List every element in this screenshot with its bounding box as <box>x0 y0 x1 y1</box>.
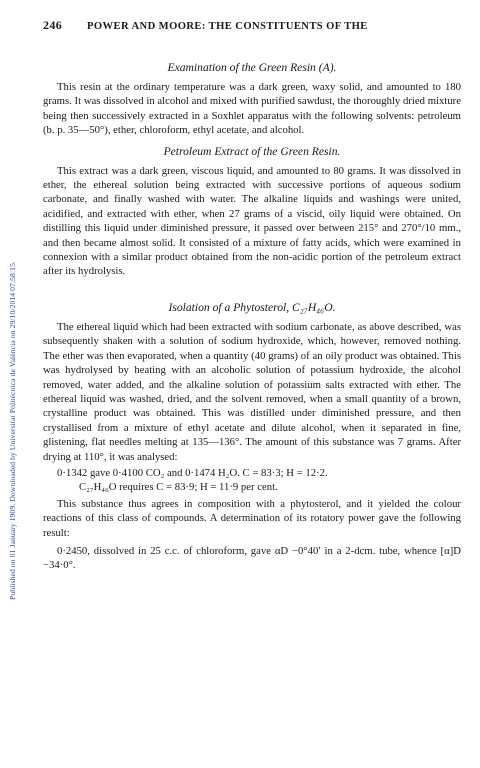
paragraph-petroleum-extract: This extract was a dark green, viscous liquid, and amounted to 80 grams. It was dissolved in ether, the ethereal solution being extracted with successive portions of aqueous sodium carbonate, and finally washed with water. The alkaline liquids and washings were united, acidified, and extracted with ether, when 27 grams of a viscid, oily liquid were obtained. On distilling this liquid under diminished pressure, it passed over between 215° and 270°/10 mm., and then became almost solid. It consisted of a mixture of fatty acids, which were examined in connexion with a similar product obtained from the non-acidic portion of the petroleum extract after its hydrolysis. <box>43 164 461 278</box>
section-heading-phytosterol: Isolation of a Phytosterol, C₂₇H₄₆O. <box>168 300 336 314</box>
section-heading-green-resin: Examination of the Green Resin (A). <box>167 61 337 74</box>
publication-note-text: Published on 01 January 1909. Downloaded by Universitat Politècnica de València on 29/10/2014 07:58:15. <box>8 261 17 600</box>
running-title: POWER AND MOORE: THE CONSTITUENTS OF THE <box>87 21 368 32</box>
publication-sidebar-note <box>0 40 16 600</box>
paragraph-phytosterol-conclusion: This substance thus agrees in composition with a phytosterol, and it yielded the colour reactions of this class of compounds. A determination of its rotatory power gave the following result: <box>43 497 461 539</box>
page-number: 246 <box>43 18 63 32</box>
paragraph-green-resin: This resin at the ordinary temperature was a dark green, waxy solid, and amounted to 180 grams. It was dissolved in alcohol and mixed with purified sawdust, the thoroughly dried mixture being then successively extracted in a Soxhlet apparatus with the following solvents: petroleum (b. p. 35—50°), ether, chloroform, ethyl acetate, and alcohol. <box>43 81 461 137</box>
paragraph-phytosterol-isolation: The ethereal liquid which had been extracted with sodium carbonate, as above described, was subsequently shaken with a solution of sodium hydroxide, which, however, removed nothing. The ether was then evaporated, when a quantity (40 grams) of an oily product was obtained. This was hydrolysed by heating with an alcoholic solution of potassium hydroxide, the alcohol removed, water added, and the alkaline solution of potassium salts extracted with ether. The ethereal liquid was washed, dried, and the solvent removed, when a small quantity of a brown, crystalline product was obtained. This was distilled under diminished pressure, and then crystallised from a mixture of ethyl acetate and dilute alcohol, when it separated in fine, glistening, flat needles melting at 135—136°. The amount of this substance was 7 grams. After drying at 110°, it was analysed: <box>43 320 461 463</box>
rotation-measurement: 0·2450, dissolved in 25 c.c. of chloroform, gave αD −0°40′ in a 2-dcm. tube, whence [α]D −34·0°. <box>43 544 461 572</box>
page-content <box>43 18 461 573</box>
theoretical-composition-line: C₂₇H₄₆O requires C = 83·9; H = 11·9 per cent. <box>79 481 278 494</box>
running-header <box>43 18 461 33</box>
analysis-result-line: 0·1342 gave 0·4100 CO₂ and 0·1474 H₂O. C = 83·3; H = 12·2. <box>57 466 328 479</box>
section-heading-petroleum-extract: Petroleum Extract of the Green Resin. <box>163 144 341 158</box>
